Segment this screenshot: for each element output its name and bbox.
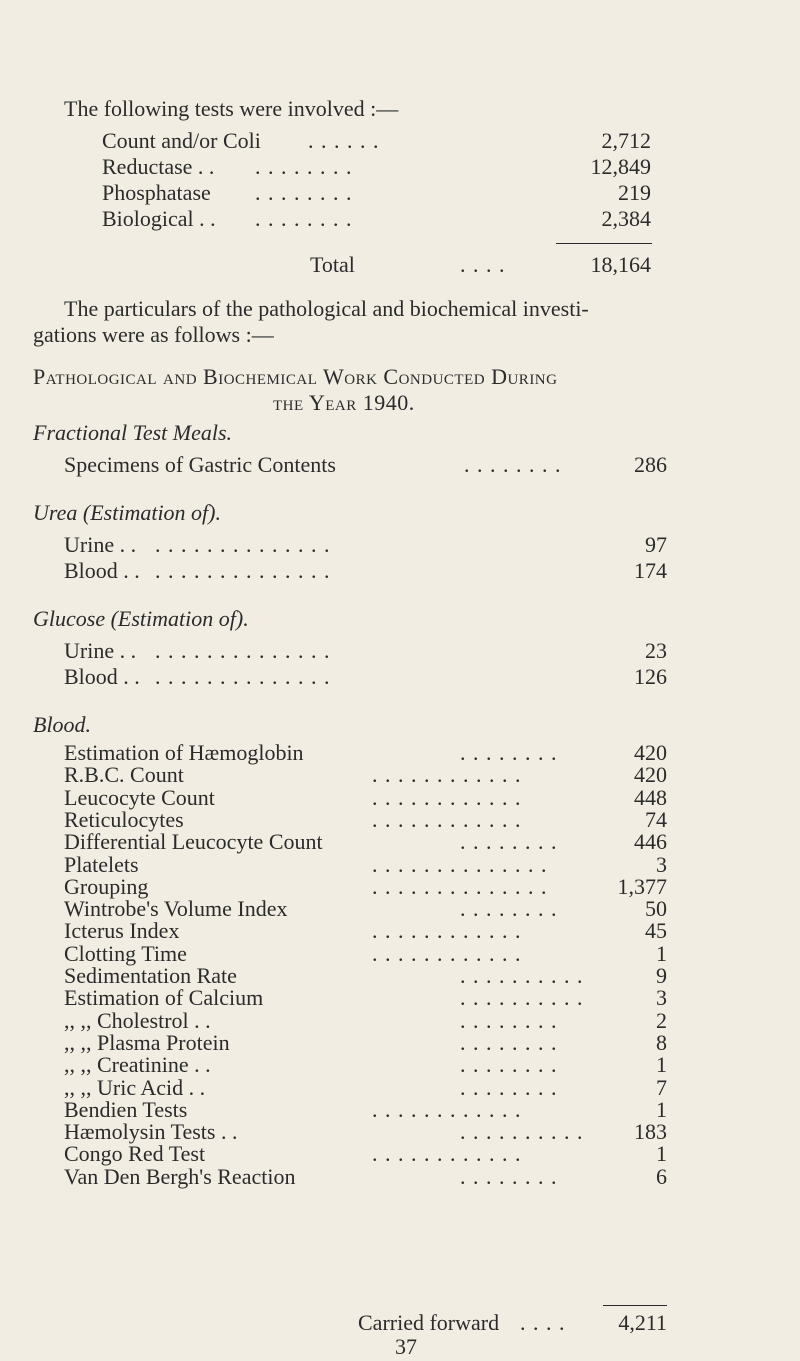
total-rule xyxy=(556,243,652,244)
list-item-value: 183 xyxy=(634,1119,667,1144)
dot-leader: . . . . . . . . . . . . xyxy=(372,807,522,832)
subsection-title: Fractional Test Meals. xyxy=(33,420,233,445)
carried-label: Carried forward xyxy=(358,1310,500,1335)
list-item-label: Count and/or Coli xyxy=(102,128,261,153)
list-item-value: 2,712 xyxy=(601,128,651,153)
list-item-value: 2 xyxy=(656,1008,667,1033)
list-item-value: 1,377 xyxy=(617,874,667,899)
list-item-label: Specimens of Gastric Contents xyxy=(64,452,336,477)
list-item-label: Clotting Time xyxy=(64,941,187,966)
list-item-label: Estimation of Calcium xyxy=(64,985,264,1010)
dot-leader: . . . . . . . . . . . . . . xyxy=(155,638,331,663)
list-item-label: Blood . . xyxy=(64,664,140,689)
dot-leader: . . . . . . . . xyxy=(460,740,558,765)
section-heading: the Year 1940. xyxy=(273,390,415,415)
list-item-label: ,, ,, Creatinine . . xyxy=(64,1052,211,1077)
dot-leader: . . . . . . . . . . . . . . xyxy=(155,558,331,583)
dot-leader: . . . . . . . . . . . . . . xyxy=(155,664,331,689)
list-item-value: 448 xyxy=(634,785,667,810)
list-item-value: 1 xyxy=(656,1052,667,1077)
subsection-title: Blood. xyxy=(33,712,92,737)
list-item-value: 446 xyxy=(634,829,667,854)
dot-leader: . . . . . . . . . . . . . . xyxy=(372,874,548,899)
list-item-label: Bendien Tests xyxy=(64,1097,188,1122)
list-item-value: 6 xyxy=(656,1164,667,1189)
list-item-value: 1 xyxy=(656,1097,667,1122)
list-item-value: 286 xyxy=(634,452,667,477)
dot-leader: . . . . . . . . xyxy=(460,896,558,921)
paragraph-line: gations were as follows :— xyxy=(33,322,274,347)
list-item-value: 50 xyxy=(645,896,667,921)
list-item-label: R.B.C. Count xyxy=(64,762,184,787)
dot-leader: . . . . . . . . . . . . xyxy=(372,1097,522,1122)
dot-leader: . . . . . . . . xyxy=(460,829,558,854)
total-label: Total xyxy=(310,252,355,277)
list-item-value: 3 xyxy=(656,852,667,877)
list-item-label: ,, ,, Plasma Protein xyxy=(64,1030,230,1055)
list-item-value: 23 xyxy=(645,638,667,663)
list-item-value: 174 xyxy=(634,558,667,583)
list-item-value: 420 xyxy=(634,740,667,765)
dot-leader: . . . . . . . . . . . . xyxy=(372,941,522,966)
list-item-value: 126 xyxy=(634,664,667,689)
dot-leader: . . . . xyxy=(460,252,506,277)
list-item-label: Icterus Index xyxy=(64,918,180,943)
intro-text: The following tests were involved :— xyxy=(64,96,399,121)
list-item-label: Differential Leucocyte Count xyxy=(64,829,323,854)
list-item-value: 1 xyxy=(656,941,667,966)
dot-leader: . . . . . . . . xyxy=(460,1030,558,1055)
dot-leader: . . . . xyxy=(520,1310,566,1335)
list-item-label: Estimation of Hæmoglobin xyxy=(64,740,304,765)
list-item-label: ,, ,, Cholestrol . . xyxy=(64,1008,211,1033)
list-item-value: 9 xyxy=(656,963,667,988)
list-item-label: Urine . . xyxy=(64,532,137,557)
paragraph-line: The particulars of the pathological and biochemical investi- xyxy=(64,296,589,321)
list-item-label: Biological . . xyxy=(102,206,216,231)
dot-leader: . . . . . . . . . . . . xyxy=(372,1141,522,1166)
dot-leader: . . . . . . . . . . . . xyxy=(372,918,522,943)
list-item-value: 420 xyxy=(634,762,667,787)
list-item-label: Reticulocytes xyxy=(64,807,184,832)
list-item-label: Platelets xyxy=(64,852,139,877)
list-item-value: 2,384 xyxy=(601,206,651,231)
dot-leader: . . . . . . . . . . . . . . xyxy=(155,532,331,557)
list-item-label: Blood . . xyxy=(64,558,140,583)
dot-leader: . . . . . . . . xyxy=(464,452,562,477)
list-item-value: 3 xyxy=(656,985,667,1010)
list-item-value: 97 xyxy=(645,532,667,557)
list-item-label: Wintrobe's Volume Index xyxy=(64,896,288,921)
dot-leader: . . . . . . . . . . xyxy=(460,985,584,1010)
list-item-label: Van Den Bergh's Reaction xyxy=(64,1164,296,1189)
dot-leader: . . . . . . . . . . . . xyxy=(372,762,522,787)
carried-rule xyxy=(603,1305,667,1306)
list-item-value: 8 xyxy=(656,1030,667,1055)
dot-leader: . . . . . . . . xyxy=(460,1052,558,1077)
list-item-value: 7 xyxy=(656,1075,667,1100)
list-item-value: 74 xyxy=(645,807,667,832)
subsection-title: Urea (Estimation of). xyxy=(33,500,221,525)
dot-leader: . . . . . . . . . . . . . . xyxy=(372,852,548,877)
dot-leader: . . . . . . . . xyxy=(460,1164,558,1189)
list-item-label: Phosphatase xyxy=(102,180,211,205)
dot-leader: . . . . . . . . . . . . xyxy=(372,785,522,810)
dot-leader: . . . . . . . . xyxy=(460,1075,558,1100)
dot-leader: . . . . . . . . xyxy=(255,180,353,205)
list-item-label: Hæmolysin Tests . . xyxy=(64,1119,238,1144)
list-item-value: 1 xyxy=(656,1141,667,1166)
dot-leader: . . . . . . xyxy=(308,128,380,153)
dot-leader: . . . . . . . . xyxy=(255,206,353,231)
list-item-value: 12,849 xyxy=(590,154,651,179)
dot-leader: . . . . . . . . . . xyxy=(460,1119,584,1144)
carried-value: 4,211 xyxy=(618,1310,667,1335)
section-heading: Pathological and Biochemical Work Conducted During xyxy=(33,364,558,389)
dot-leader: . . . . . . . . xyxy=(460,1008,558,1033)
list-item-value: 45 xyxy=(645,918,667,943)
list-item-label: ,, ,, Uric Acid . . xyxy=(64,1075,206,1100)
dot-leader: . . . . . . . . xyxy=(255,154,353,179)
list-item-label: Sedimentation Rate xyxy=(64,963,237,988)
list-item-label: Congo Red Test xyxy=(64,1141,206,1166)
list-item-label: Reductase . . xyxy=(102,154,215,179)
page-number: 37 xyxy=(395,1334,417,1359)
list-item-label: Grouping xyxy=(64,874,149,899)
list-item-label: Leucocyte Count xyxy=(64,785,215,810)
list-item-value: 219 xyxy=(618,180,651,205)
dot-leader: . . . . . . . . . . xyxy=(460,963,584,988)
list-item-label: Urine . . xyxy=(64,638,137,663)
total-value: 18,164 xyxy=(590,252,651,277)
subsection-title: Glucose (Estimation of). xyxy=(33,606,249,631)
